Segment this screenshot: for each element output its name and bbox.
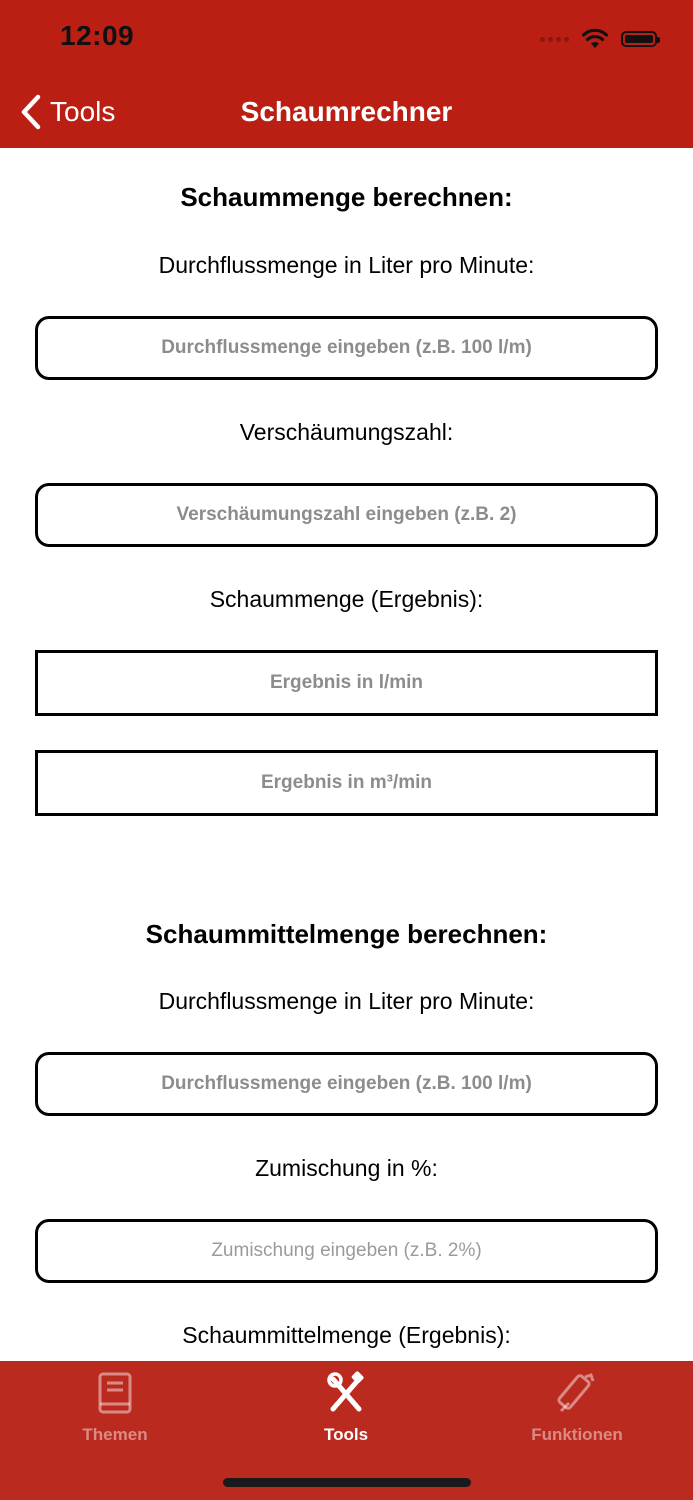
wifi-icon <box>581 28 609 50</box>
flow-rate-label: Durchflussmenge in Liter pro Minute: <box>158 252 535 278</box>
battery-icon <box>621 31 657 47</box>
admixture-input[interactable] <box>35 1219 658 1283</box>
page-title: Schaumrechner <box>240 96 453 127</box>
foam-section-title: Schaummenge berechnen: <box>180 182 513 212</box>
status-time: 12:09 <box>60 20 135 51</box>
agent-result-label: Schaummittelmenge (Ergebnis): <box>182 1322 511 1348</box>
tab-funktionen[interactable] <box>487 1371 667 1451</box>
foam-result-lmin: Ergebnis in l/min <box>35 650 658 716</box>
cellular-signal-icon <box>540 37 569 42</box>
tools-icon <box>326 1371 366 1415</box>
foam-result-m3min: Ergebnis in m³/min <box>35 750 658 816</box>
agent-flow-rate-label: Durchflussmenge in Liter pro Minute: <box>158 988 535 1014</box>
expansion-ratio-label: Verschäumungszahl: <box>239 419 454 445</box>
flow-rate-input[interactable] <box>35 316 658 380</box>
tab-tools[interactable] <box>256 1371 436 1451</box>
expansion-ratio-input[interactable] <box>35 483 658 547</box>
tab-tools-label: Tools <box>323 1425 369 1444</box>
hose-icon <box>555 1371 599 1415</box>
tab-funktionen-label: Funktionen <box>531 1425 623 1444</box>
navigation-bar <box>0 0 693 148</box>
foam-result-label: Schaummenge (Ergebnis): <box>209 586 484 612</box>
status-indicators <box>540 24 657 54</box>
back-button-label: Tools <box>50 96 116 127</box>
book-icon <box>97 1371 133 1415</box>
admixture-label: Zumischung in %: <box>255 1155 438 1181</box>
tab-themen-label: Themen <box>82 1425 148 1444</box>
home-indicator <box>223 1478 471 1487</box>
tab-themen[interactable] <box>25 1371 205 1451</box>
agent-section-title: Schaummittelmenge berechnen: <box>145 919 548 949</box>
agent-flow-rate-input[interactable] <box>35 1052 658 1116</box>
